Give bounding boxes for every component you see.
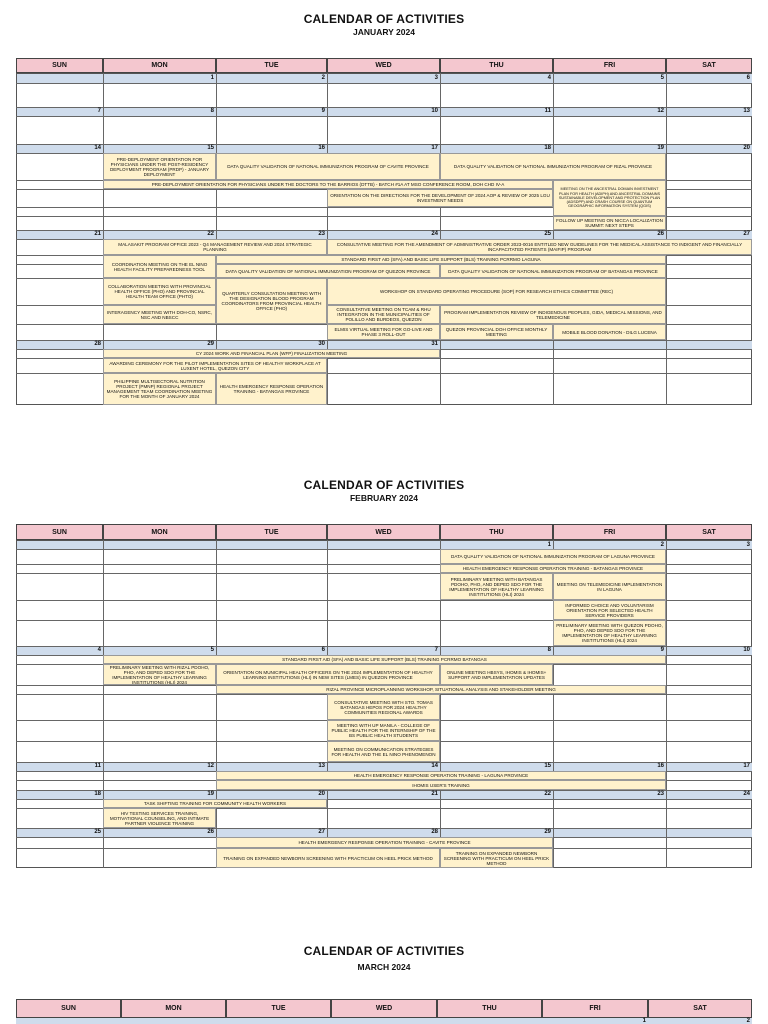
calendar-event[interactable]: INTERAGENCY MEETING WITH DOH-CO, NSRC, NSC AND NBSCC	[103, 305, 216, 324]
date-number: 8	[210, 108, 214, 114]
calendar-event[interactable]: AWARDING CEREMONY FOR THE PILOT IMPLEMENTATION SITES OF HEALTHY WORKPLACE AT LUXENT HOTEL, QUEZON CITY	[103, 358, 327, 373]
date-number: 12	[657, 108, 664, 114]
weekday-header-tue: TUE	[226, 999, 331, 1018]
calendar-event[interactable]: IHOMIS USER'S TRAINING	[216, 780, 666, 790]
date-number: 3	[434, 75, 438, 81]
date-number: 23	[318, 231, 325, 237]
calendar-event[interactable]: DATA QUALITY VALIDATION OF NATIONAL IMMUNIZATION PROGRAM OF BATANGAS PROVINCE	[440, 264, 666, 278]
weekday-header-wed: WED	[327, 524, 440, 540]
weekday-header-mon: MON	[121, 999, 226, 1018]
date-number: 6	[746, 75, 750, 81]
date-number: 19	[657, 145, 664, 151]
date-number: 13	[318, 763, 325, 769]
date-number: 21	[94, 231, 101, 237]
weekday-header-wed: WED	[327, 58, 440, 73]
weekday-header-thu: THU	[437, 999, 542, 1018]
date-number: 10	[431, 108, 438, 114]
date-number: 28	[431, 829, 438, 835]
calendar-event[interactable]: PRE-DEPLOYMENT ORIENTATION FOR PHYSICIANS UNDER THE DOCTORS TO THE BARRIOS (DTTB) - BATCH #1A AT MSO CONFERENCE ROOM, DOH CHD IV-A	[103, 180, 553, 189]
weekday-header-sun: SUN	[16, 524, 103, 540]
weekday-header-thu: THU	[440, 524, 553, 540]
calendar-event[interactable]: MEETING ON COMMUNICATION STRATEGIES FOR HEALTH AND THE EL NINO PHENOMENON	[327, 741, 440, 762]
calendar-event[interactable]: MEETING WITH UP MANILA - COLLEGE OF PUBLIC HEALTH FOR THE INTERNSHIP OF THE BS PUBLIC HEALTH STUDENTS	[327, 720, 440, 741]
calendar-event[interactable]: MEETING ON TELEMEDICINE IMPLEMENTATION IN LAGUNA	[553, 573, 666, 600]
date-number: 16	[657, 763, 664, 769]
weekday-header-sat: SAT	[666, 58, 752, 73]
date-number: 25	[94, 829, 101, 835]
calendar-title: CALENDAR OF ACTIVITIES	[303, 12, 465, 26]
date-number: 24	[431, 231, 438, 237]
calendar-event[interactable]: TASK SHIFTING TRAINING FOR COMMUNITY HEALTH WORKERS	[103, 799, 327, 808]
calendar-event[interactable]: COORDINATION MEETING ON THE EL NINO HEALTH FACILITY PREPAREDNESS TOOL	[103, 255, 216, 278]
date-number: 21	[431, 791, 438, 797]
calendar-month: JANUARY 2024	[353, 27, 415, 37]
calendar-event[interactable]: HEALTH EMERGENCY RESPONSE OPERATION TRAINING - BATANGAS PROVINCE	[216, 373, 327, 405]
calendar-event[interactable]: RIZAL PROVINCE MICROPLANNING WORKSHOP, SITUATIONAL ANALYSIS AND STAKEHOLDER MEETING	[216, 685, 666, 694]
date-number: 2	[321, 75, 325, 81]
weekday-header-fri: FRI	[553, 524, 666, 540]
calendar-event[interactable]: PHILIPPINE MULTISECTORAL NUTRITION PROJECT (PMNP) REGIONAL PROJECT MANAGEMENT TEAM COORDINATION MEETING FOR THE MONTH OF JANUARY 2024	[103, 373, 216, 405]
date-number: 18	[94, 791, 101, 797]
weekday-header-sun: SUN	[16, 58, 103, 73]
date-number: 20	[743, 145, 750, 151]
date-number: 7	[434, 647, 438, 653]
weekday-header-mon: MON	[103, 58, 216, 73]
date-number: 2	[660, 542, 664, 548]
calendar-month: MARCH 2024	[357, 962, 411, 972]
date-number: 4	[547, 75, 551, 81]
date-number: 10	[743, 647, 750, 653]
calendar-title: CALENDAR OF ACTIVITIES	[303, 944, 465, 958]
weekday-header-sat: SAT	[648, 999, 752, 1018]
calendar-event[interactable]: HEALTH EMERGENCY RESPONSE OPERATION TRAINING - CAVITE PROVINCE	[216, 837, 553, 848]
calendar-event[interactable]: FOLLOW UP MEETING ON NICCA LOCALIZATION SUMMIT: NEXT STEPS	[553, 216, 666, 230]
date-number: 24	[743, 791, 750, 797]
calendar-month: FEBRUARY 2024	[349, 493, 419, 503]
date-number: 6	[321, 647, 325, 653]
date-number: 11	[94, 763, 101, 769]
calendar-event[interactable]: PROGRAM IMPLEMENTATION REVIEW OF INDIGENOUS PEOPLES, GIDA, MEDICAL MISSIONS, AND TELEMEDICINE	[440, 305, 666, 324]
calendar-event[interactable]: STANDARD FIRST AID (SFA) AND BASIC LIFE SUPPORT (BLS) TRAINING PCRRMO LAGUNA	[216, 255, 666, 264]
date-number: 23	[657, 791, 664, 797]
calendar-event[interactable]: CONSULTATIVE MEETING WITH STO. TOMAS BATANGAS HEPOS FOR 2024 HEALTHY COMMUNITIES REGIONAL AWARDS	[327, 694, 440, 720]
calendar-event[interactable]: QUARTERLY CONSULTATION MEETING WITH THE DESIGNATION BLOOD PROGRAM COORDINATORS FROM PROVINCIAL HEALTH OFFICE (PHO)	[216, 278, 327, 324]
weekday-header-wed: WED	[331, 999, 437, 1018]
date-number: 5	[210, 647, 214, 653]
date-number: 13	[743, 108, 750, 114]
date-number: 1	[547, 542, 551, 548]
date-number: 5	[660, 75, 664, 81]
date-number: 17	[431, 145, 438, 151]
date-number: 7	[97, 108, 101, 114]
date-number: 25	[544, 231, 551, 237]
calendar-event[interactable]: HIV TESTING SERVICES TRAINING, MOTIVATIONAL COUNSELING, AND INTIMATE PARTNER VIOLENCE TRAINING	[103, 808, 216, 828]
weekday-header-sun: SUN	[16, 999, 121, 1018]
date-number: 2	[746, 1018, 750, 1024]
weekday-header-sat: SAT	[666, 524, 752, 540]
calendar-event[interactable]: TRAINING ON EXPANDED NEWBORN SCREENING WITH PRACTICUM ON HEEL PRICK METHOD	[440, 848, 553, 868]
calendar-event[interactable]: HEALTH EMERGENCY RESPONSE OPERATION TRAINING - LAGUNA PROVINCE	[216, 771, 666, 780]
calendar-event[interactable]: ORIENTATION ON MUNICIPAL HEALTH OFFICERS ON THE 2024 IMPLEMENTATION OF HEALTHY LEARNING INSTITUTIONS (HLI) IN NEW SITES (LMES) IN QUEZON PROVINCE	[216, 664, 440, 685]
date-number: 31	[431, 341, 438, 347]
calendar-event[interactable]: ONLINE MEETING HBSYS, IHOMIS & IHOMIS+ SUPPORT AND IMPLEMENTATION UPDATES	[440, 664, 553, 685]
calendar-event[interactable]: ELMIS VIRTUAL MEETING FOR GO-LIVE AND PHASE 3 ROLL-OUT	[327, 324, 440, 340]
date-number: 26	[207, 829, 214, 835]
weekday-header-thu: THU	[440, 58, 553, 73]
calendar-event[interactable]: DATA QUALITY VALIDATION OF NATIONAL IMMUNIZATION PROGRAM OF QUEZON PROVINCE	[216, 264, 440, 278]
calendar-title: CALENDAR OF ACTIVITIES	[303, 478, 465, 492]
date-number: 9	[660, 647, 664, 653]
calendar-event[interactable]: DATA QUALITY VALIDATION OF NATIONAL IMMUNIZATION PROGRAM OF RIZAL PROVINCE	[440, 153, 666, 180]
date-number: 27	[318, 829, 325, 835]
calendar-event[interactable]: CONSULTATIVE MEETING FOR THE AMENDMENT OF ADMINISTRATIVE ORDER 2023-0016 ENTITLED NEW GUIDELINES FOR THE MEDICAL ASSISTANCE TO INDIGENT AND FINANCIALLY INCAPACITATED PATIENTS (MAIFIP) PROGRAM	[327, 239, 752, 255]
calendar-event[interactable]: MEETING ON THE ANCESTRAL DOMAIN INVESTMENT PLAN FOR HEALTH (ADIPH) AND ANCESTRAL DOMAINS SUSTAINABLE DEVELOPMENT AND PROTECTION PLAN (ADSDPP) AND CRASH COURSE ON QUANTUM GEOGRAPHIC INFORMATION SYSTEM (QGIS)	[553, 180, 666, 216]
date-number: 22	[544, 791, 551, 797]
calendar-event[interactable]: PRE-DEPLOYMENT ORIENTATION FOR PHYSICIANS UNDER THE POST-RESIDENCY DEPLOYMENT PROGRAM (PRDP) - JANUARY DEPLOYMENT	[103, 153, 216, 180]
date-number: 27	[743, 231, 750, 237]
date-number: 1	[210, 75, 214, 81]
calendar-event[interactable]: WORKSHOP ON STANDARD OPERATING PROCEDURE (SOP) FOR RESEARCH ETHICS COMMITTEE (REC)	[327, 278, 666, 305]
weekday-header-fri: FRI	[542, 999, 648, 1018]
calendar-event[interactable]: CONSULTATIVE MEETING ON TCAM & RHU INTEGRATION IN THE MUNICIPALITIES OF POLILLO AND BURDEOS, QUEZON	[327, 305, 440, 324]
date-number: 1	[642, 1018, 646, 1024]
calendar-event[interactable]: INFORMED CHOICE AND VOLUNTARISM ORIENTATION FOR SELECTED HEALTH SERVICE PROVIDERS	[553, 600, 666, 620]
date-number: 4	[97, 647, 101, 653]
date-number: 14	[94, 145, 101, 151]
date-number: 29	[544, 829, 551, 835]
calendar-event[interactable]: ORIENTATION ON THE DIRECTIONS FOR THE DEVELOPMENT OF 2024 AOP & REVIEW OF 2025 LGU INVESTMENT NEEDS	[327, 189, 553, 207]
date-number: 19	[207, 791, 214, 797]
date-number: 8	[547, 647, 551, 653]
calendar-event[interactable]: QUEZON PROVINCIAL DOH OFFICE MONTHLY MEETING	[440, 324, 553, 340]
date-number: 29	[207, 341, 214, 347]
date-number: 3	[746, 542, 750, 548]
date-number: 20	[318, 791, 325, 797]
calendar-event[interactable]: HEALTH EMERGENCY RESPONSE OPERATION TRAINING - BATANGAS PROVINCE	[440, 564, 666, 573]
calendar-event[interactable]: PRELIMINARY MEETING WITH BATANGAS PDOHO, PHO, AND DEPED SDO FOR THE IMPLEMENTATION OF HEALTHY LEARNING INSTITUTIONS (HLI) 2024	[440, 573, 553, 600]
calendar-event[interactable]: MOBILE BLOOD DONATION - DILG LUCENA	[553, 324, 666, 340]
date-number: 15	[544, 763, 551, 769]
calendar-event[interactable]: TRAINING ON EXPANDED NEWBORN SCREENING WITH PRACTICUM ON HEEL PRICK METHOD	[216, 848, 440, 868]
date-number: 30	[318, 341, 325, 347]
calendar-event[interactable]: MALASAKIT PROGRAM OFFICE 2023 - Q4 MANAGEMENT REVIEW AND 2024 STRATEGIC PLANNING	[103, 239, 327, 255]
date-number: 12	[207, 763, 214, 769]
weekday-header-mon: MON	[103, 524, 216, 540]
date-number: 15	[207, 145, 214, 151]
date-number: 17	[743, 763, 750, 769]
weekday-header-tue: TUE	[216, 58, 327, 73]
calendar-event[interactable]: DATA QUALITY VALIDATION OF NATIONAL IMMUNIZATION PROGRAM OF CAVITE PROVINCE	[216, 153, 440, 180]
date-number: 14	[431, 763, 438, 769]
calendar-event[interactable]: CY 2024 WORK AND FINANCIAL PLAN (WFP) FINALIZATION MEETING	[103, 349, 440, 358]
date-number: 28	[94, 341, 101, 347]
calendar-event[interactable]: PRELIMINARY MEETING WITH QUEZON PDOHO, PHO, AND DEPED SDO FOR THE IMPLEMENTATION OF HEALTHY LEARNING INSTITUTIONS (HLI) 2024	[553, 620, 666, 646]
date-number: 11	[544, 108, 551, 114]
date-number: 26	[657, 231, 664, 237]
calendar-event[interactable]: DATA QUALITY VALIDATION OF NATIONAL IMMUNIZATION PROGRAM OF LAGUNA PROVINCE	[440, 549, 666, 564]
calendar-event[interactable]: PRELIMINARY MEETING WITH RIZAL PDOHO, PHO, AND DEPED SDO FOR THE IMPLEMENTATION OF HEALTHY LEARNING INSTITUTIONS (HLI) 2024	[103, 664, 216, 685]
calendar-event[interactable]: STANDARD FIRST AID (SFA) AND BASIC LIFE SUPPORT (BLS) TRAINING PCRRMO BATANGAS	[103, 655, 666, 664]
date-number: 18	[544, 145, 551, 151]
date-number: 9	[321, 108, 325, 114]
date-number: 22	[207, 231, 214, 237]
calendar-event[interactable]: COLLABORATION MEETING WITH PROVINCIAL HEALTH OFFICE (PHO) AND PROVINCIAL HEALTH TEAM OFFICE (PHTO)	[103, 278, 216, 305]
date-number: 16	[318, 145, 325, 151]
weekday-header-fri: FRI	[553, 58, 666, 73]
weekday-header-tue: TUE	[216, 524, 327, 540]
